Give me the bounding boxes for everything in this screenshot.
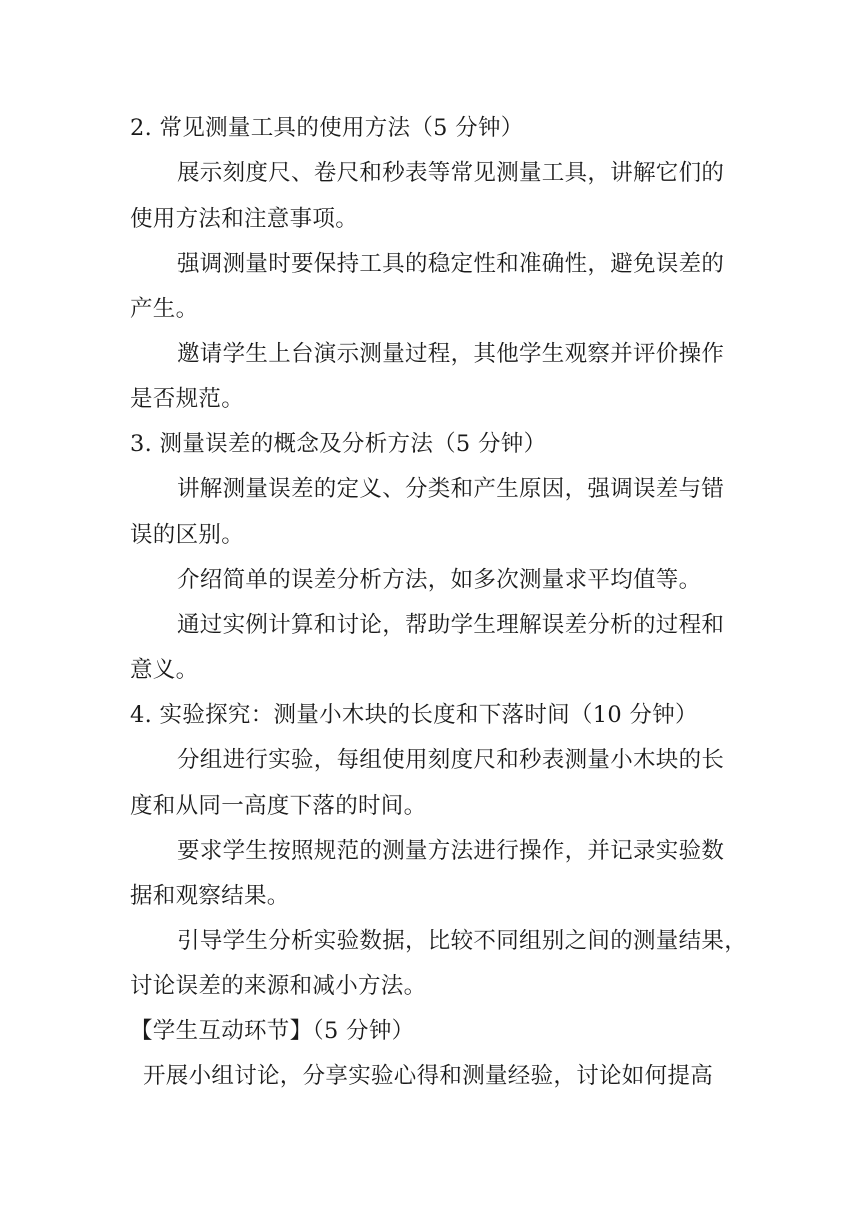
paragraph-line: 是否规范。 [130, 386, 245, 412]
paragraph-line: 要求学生按照规范的测量方法进行操作，并记录实验数 [177, 838, 725, 864]
paragraph-line: 讲解测量误差的定义、分类和产生原因，强调误差与错 [177, 476, 725, 502]
paragraph-line: 产生。 [130, 296, 199, 322]
paragraph-line: 使用方法和注意事项。 [130, 206, 359, 232]
paragraph-line: 介绍简单的误差分析方法，如多次测量求平均值等。 [177, 567, 702, 593]
paragraph-line: 误的区别。 [130, 522, 245, 548]
paragraph-line: 引导学生分析实验数据，比较不同组别之间的测量结果， [177, 928, 748, 954]
paragraph-line: 讨论误差的来源和减小方法。 [130, 973, 427, 999]
section-heading-4: 4. 实验探究：测量小木块的长度和下落时间（10 分钟） [130, 702, 698, 728]
paragraph-line: 强调测量时要保持工具的稳定性和准确性，避免误差的 [177, 251, 725, 277]
section-heading-3: 3. 测量误差的概念及分析方法（5 分钟） [130, 431, 547, 457]
paragraph-line: 分组进行实验，每组使用刻度尺和秒表测量小木块的长 [177, 747, 725, 773]
paragraph-line: 通过实例计算和讨论，帮助学生理解误差分析的过程和 [177, 612, 725, 638]
paragraph-line: 开展小组讨论，分享实验心得和测量经验，讨论如何提高 [143, 1063, 714, 1089]
paragraph-line: 意义。 [130, 657, 199, 683]
paragraph-line: 据和观察结果。 [130, 883, 290, 909]
paragraph-line: 展示刻度尺、卷尺和秒表等常见测量工具，讲解它们的 [177, 160, 725, 186]
section-heading-2: 2. 常见测量工具的使用方法（5 分钟） [130, 115, 524, 141]
section-heading-interaction: 【学生互动环节】（5 分钟） [130, 1018, 415, 1044]
paragraph-line: 邀请学生上台演示测量过程，其他学生观察并评价操作 [177, 341, 725, 367]
paragraph-line: 度和从同一高度下落的时间。 [130, 793, 427, 819]
